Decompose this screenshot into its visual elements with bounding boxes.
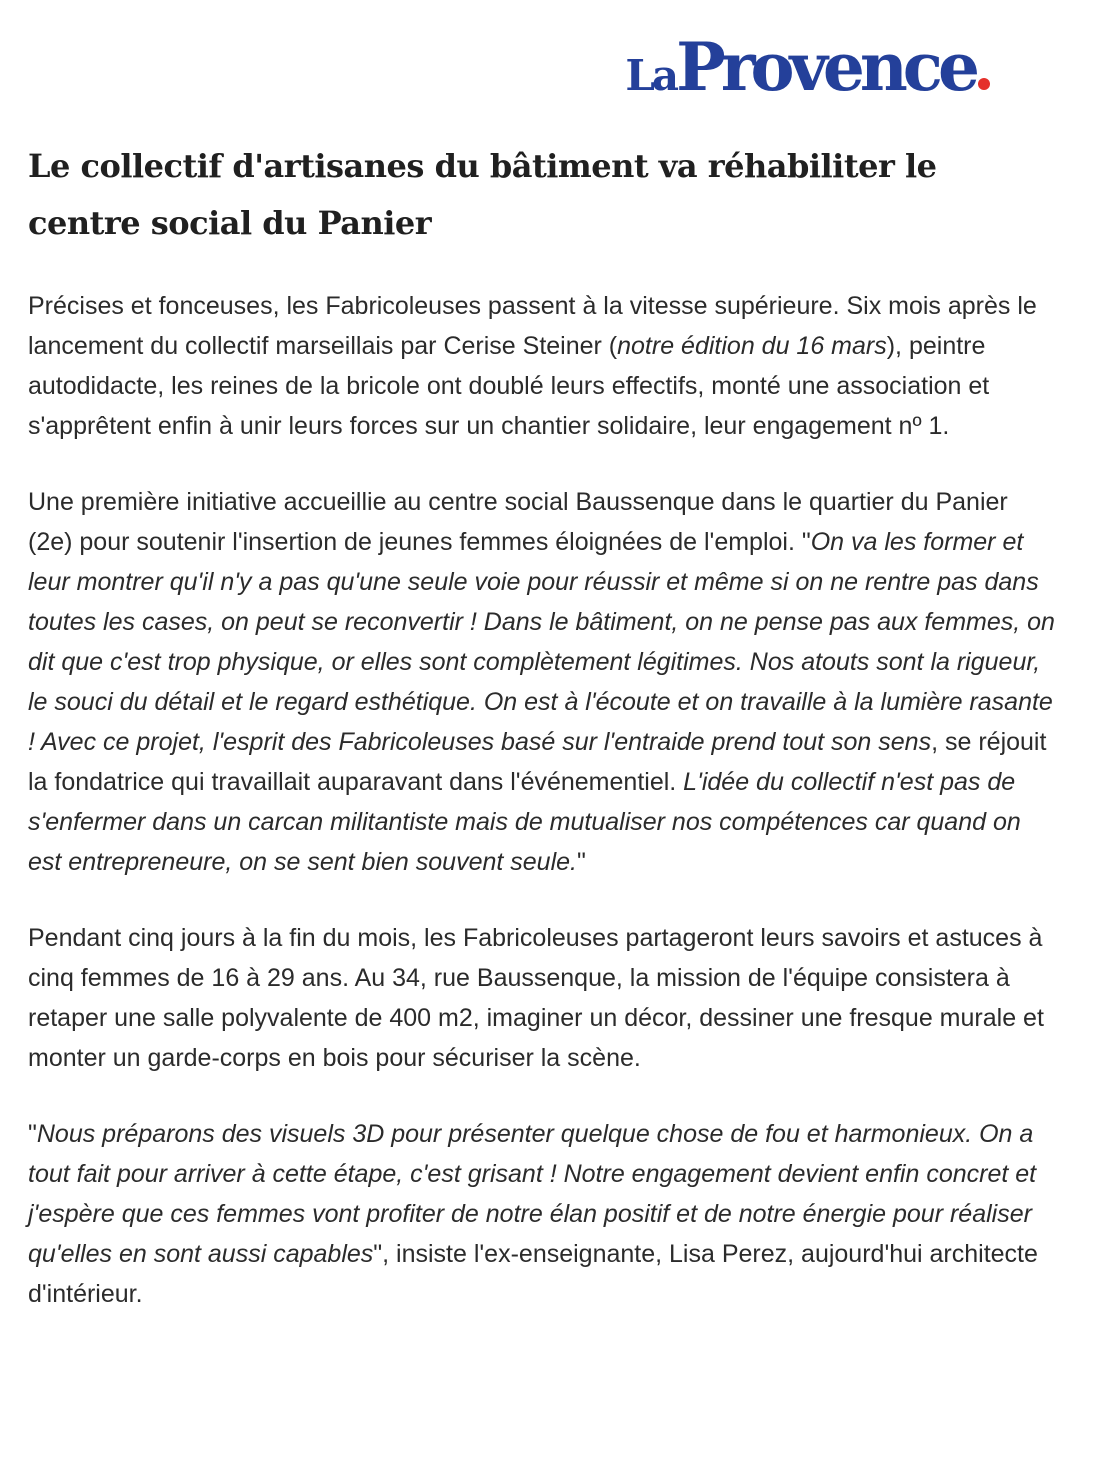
- paragraph-2-text-e: ": [576, 848, 586, 876]
- paragraph-4: [28, 1114, 1058, 1314]
- paragraph-2-text-c: , se réjouit la fondatrice qui travaillait auparavant dans l'événementiel.: [28, 728, 1047, 796]
- paragraph-1-text-a: Précises et fonceuses, les Fabricoleuses passent à la vitesse supérieure. Six mois après le lancement du collectif marseillais par Cerise Steiner (: [28, 292, 1037, 360]
- paragraph-4-text-a: ": [28, 1120, 37, 1148]
- paragraph-4-text-c: ", insiste l'ex-enseignante, Lisa Perez, aujourd'hui architecte d'intérieur.: [28, 1240, 1038, 1308]
- paragraph-2: [28, 482, 1058, 882]
- article-headline: Le collectif d'artisanes du bâtiment va réhabiliter le centre social du Panier: [28, 147, 937, 242]
- paragraph-1: [28, 286, 1058, 446]
- paragraph-2-text-a: Une première initiative accueillie au centre social Baussenque dans le quartier du Panier (2e) pour soutenir l'insertion de jeunes femmes éloignées de l'emploi. ": [28, 488, 1008, 556]
- article-body: [28, 286, 1058, 1350]
- logo-dot-icon: [978, 78, 990, 90]
- paragraph-4-quote: Nous préparons des visuels 3D pour présenter quelque chose de fou et harmonieux. On a tout fait pour arriver à cette étape, c'est grisant ! Notre engagement devient enfin concret et j'espère que ces femmes vont profiter de notre élan positif et de notre énergie pour réaliser qu'elles en sont aussi capables: [28, 1120, 1037, 1268]
- logo-main: Provence: [676, 28, 975, 106]
- paragraph-1-text-c: ), peintre autodidacte, les reines de la bricole ont doublé leurs effectifs, monté une association et s'apprêtent enfin à unir leurs forces sur un chantier solidaire, leur engagement nº 1.: [28, 332, 990, 440]
- paragraph-2-quote-2: L'idée du collectif n'est pas de s'enfermer dans un carcan militantiste mais de mutualiser nos compétences car quand on est entrepreneure, on se sent bien souvent seule.: [28, 768, 1021, 876]
- logo-prefix: La: [625, 51, 677, 100]
- paragraph-2-quote-1: On va les former et leur montrer qu'il n'y a pas qu'une seule voie pour réussir et même si on ne rentre pas dans toutes les cases, on peut se reconvertir ! Dans le bâtiment, on ne pense pas aux femmes, on dit que c'est trop physique, or elles sont complètement légitimes. Nos atouts sont la rigueur, le souci du détail et le regard esthétique. On est à l'écoute et on travaille à la lumière rasante ! Avec ce projet, l'esprit des Fabricoleuses basé sur l'entraide prend tout son sens: [28, 528, 1055, 756]
- la-provence-logo[interactable]: [625, 28, 990, 106]
- paragraph-1-reference: notre édition du 16 mars: [617, 332, 887, 360]
- paragraph-3: Pendant cinq jours à la fin du mois, les Fabricoleuses partageront leurs savoirs et astuces à cinq femmes de 16 à 29 ans. Au 34, rue Baussenque, la mission de l'équipe consistera à retaper une salle polyvalente de 400 m2, imaginer un décor, dessiner une fresque murale et monter un garde-corps en bois pour sécuriser la scène.: [28, 924, 1044, 1072]
